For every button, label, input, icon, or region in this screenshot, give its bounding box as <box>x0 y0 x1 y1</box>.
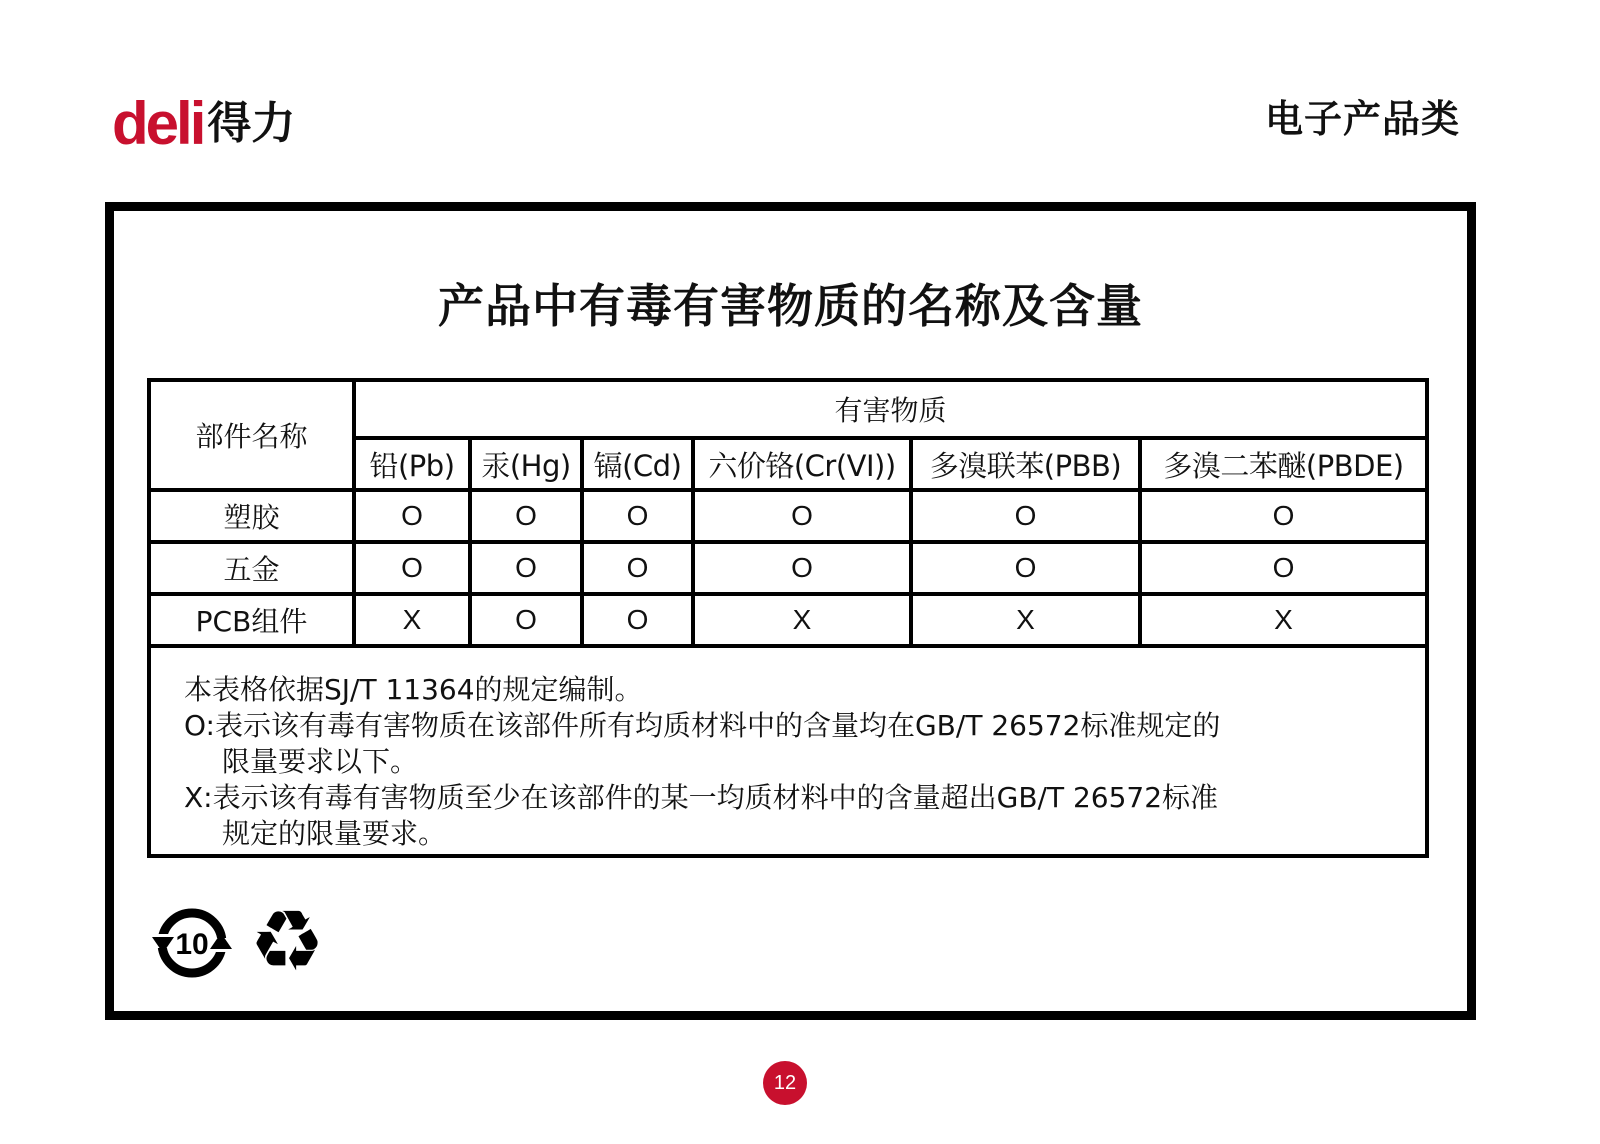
substance-header-pbb: 多溴联苯(PBB) <box>911 438 1140 490</box>
part-name-cell: PCB组件 <box>151 594 354 646</box>
efup-years-label: 10 <box>175 928 209 961</box>
note-o-definition: O:表示该有毒有害物质在该部件所有均质材料中的含量均在GB/T 26572标准规定的 <box>184 709 1221 742</box>
substance-header-cr6: 六价铬(Cr(VI)) <box>693 438 911 490</box>
mark-cell: O <box>470 542 582 594</box>
mark-cell: X <box>693 594 911 646</box>
note-x-definition-cont: 规定的限量要求。 <box>222 817 447 850</box>
document-title: 产品中有毒有害物质的名称及含量 <box>438 279 1143 333</box>
mark-cell: O <box>582 542 693 594</box>
hazardous-substance-table <box>147 378 1429 858</box>
document-frame <box>105 202 1476 1020</box>
mark-cell: O <box>470 490 582 542</box>
efup-10-years-icon <box>150 901 234 985</box>
mark-cell: O <box>911 490 1140 542</box>
substance-grid <box>151 382 1425 648</box>
mark-cell: O <box>911 542 1140 594</box>
recycle-icon <box>246 902 328 984</box>
table-row <box>151 490 1425 542</box>
product-category: 电子产品类 <box>1264 97 1460 141</box>
mark-cell: X <box>354 594 470 646</box>
substance-header-pb: 铅(Pb) <box>354 438 470 490</box>
logo-latin-text: deli <box>112 90 204 157</box>
mark-cell: X <box>911 594 1140 646</box>
logo-cjk-text: 得力 <box>207 98 296 149</box>
part-name-header: 部件名称 <box>151 382 354 490</box>
table-row <box>151 594 1425 646</box>
mark-cell: O <box>354 490 470 542</box>
mark-cell: X <box>1140 594 1425 646</box>
substance-header-cd: 镉(Cd) <box>582 438 693 490</box>
note-standard: 本表格依据SJ/T 11364的规定编制。 <box>184 673 643 706</box>
svg-text:♻: ♻ <box>249 902 325 984</box>
mark-cell: O <box>354 542 470 594</box>
mark-cell: O <box>470 594 582 646</box>
brand-logo <box>112 92 295 156</box>
table-notes <box>151 648 1425 852</box>
substance-header-hg: 汞(Hg) <box>470 438 582 490</box>
mark-cell: O <box>693 542 911 594</box>
table-header-row <box>151 382 1425 438</box>
mark-cell: O <box>582 594 693 646</box>
substance-group-header: 有害物质 <box>354 382 1425 438</box>
compliance-icons <box>150 901 328 985</box>
substance-header-pbde: 多溴二苯醚(PBDE) <box>1140 438 1425 490</box>
mark-cell: O <box>693 490 911 542</box>
part-name-cell: 五金 <box>151 542 354 594</box>
table-row <box>151 542 1425 594</box>
mark-cell: O <box>1140 490 1425 542</box>
part-name-cell: 塑胶 <box>151 490 354 542</box>
page-number-badge: 12 <box>763 1061 807 1105</box>
mark-cell: O <box>582 490 693 542</box>
note-o-definition-cont: 限量要求以下。 <box>222 745 419 778</box>
mark-cell: O <box>1140 542 1425 594</box>
note-x-definition: X:表示该有毒有害物质至少在该部件的某一均质材料中的含量超出GB/T 26572标准 <box>184 781 1219 814</box>
